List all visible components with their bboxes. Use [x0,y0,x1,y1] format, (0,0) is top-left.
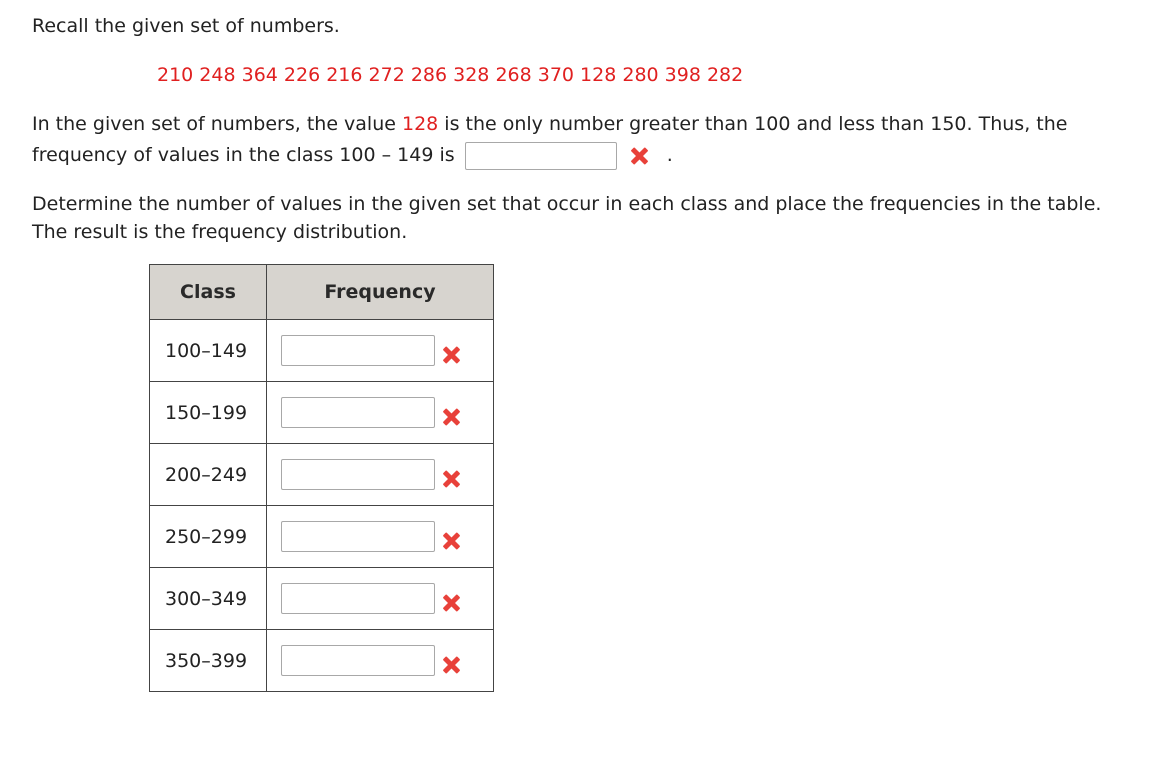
explanation-line-1 [32,109,1067,139]
x-mark-icon [629,146,649,166]
frequency-input[interactable] [281,521,435,552]
x-mark-icon [441,345,461,365]
explanation-text-c: frequency of values in the class 100 – 149 is [32,144,455,166]
x-mark-icon [441,469,461,489]
frequency-input[interactable] [281,335,435,366]
x-mark-icon [441,593,461,613]
instructions-line-2: The result is the frequency distribution. [32,221,408,243]
frequency-cell [267,320,494,382]
table-row [150,506,494,568]
explanation-text-a: In the given set of numbers, the value [32,113,402,135]
class-label: 100–149 [150,320,267,382]
class-label: 250–299 [150,506,267,568]
frequency-input[interactable] [281,397,435,428]
frequency-input[interactable] [281,645,435,676]
class-label: 350–399 [150,630,267,692]
x-mark-icon [441,531,461,551]
frequency-cell [267,382,494,444]
class-label: 300–349 [150,568,267,630]
highlighted-value: 128 [401,113,439,135]
class-column-header: Class [150,265,267,320]
class-label: 150–199 [150,382,267,444]
explanation-line-2 [32,140,673,170]
number-set: 210 248 364 226 216 272 286 328 268 370 128 280 398 282 [157,64,744,86]
frequency-input[interactable] [281,583,435,614]
table-row [150,382,494,444]
instructions-line-1: Determine the number of values in the given set that occur in each class and place the frequencies in the table. [32,193,1102,215]
explanation-text-b: is the only number greater than 100 and less than 150. Thus, the [438,113,1068,135]
class-100-149-frequency-input[interactable] [465,142,617,170]
x-mark-icon [441,407,461,427]
table-header-row [150,265,494,320]
frequency-cell [267,568,494,630]
frequency-table [149,264,494,692]
table-row [150,444,494,506]
frequency-cell [267,444,494,506]
table-row [150,320,494,382]
frequency-cell [267,630,494,692]
x-mark-icon [441,655,461,675]
sentence-period: . [666,144,673,166]
frequency-input[interactable] [281,459,435,490]
intro-text: Recall the given set of numbers. [32,15,340,37]
table-row [150,568,494,630]
frequency-cell [267,506,494,568]
class-label: 200–249 [150,444,267,506]
table-row [150,630,494,692]
frequency-column-header: Frequency [267,265,494,320]
